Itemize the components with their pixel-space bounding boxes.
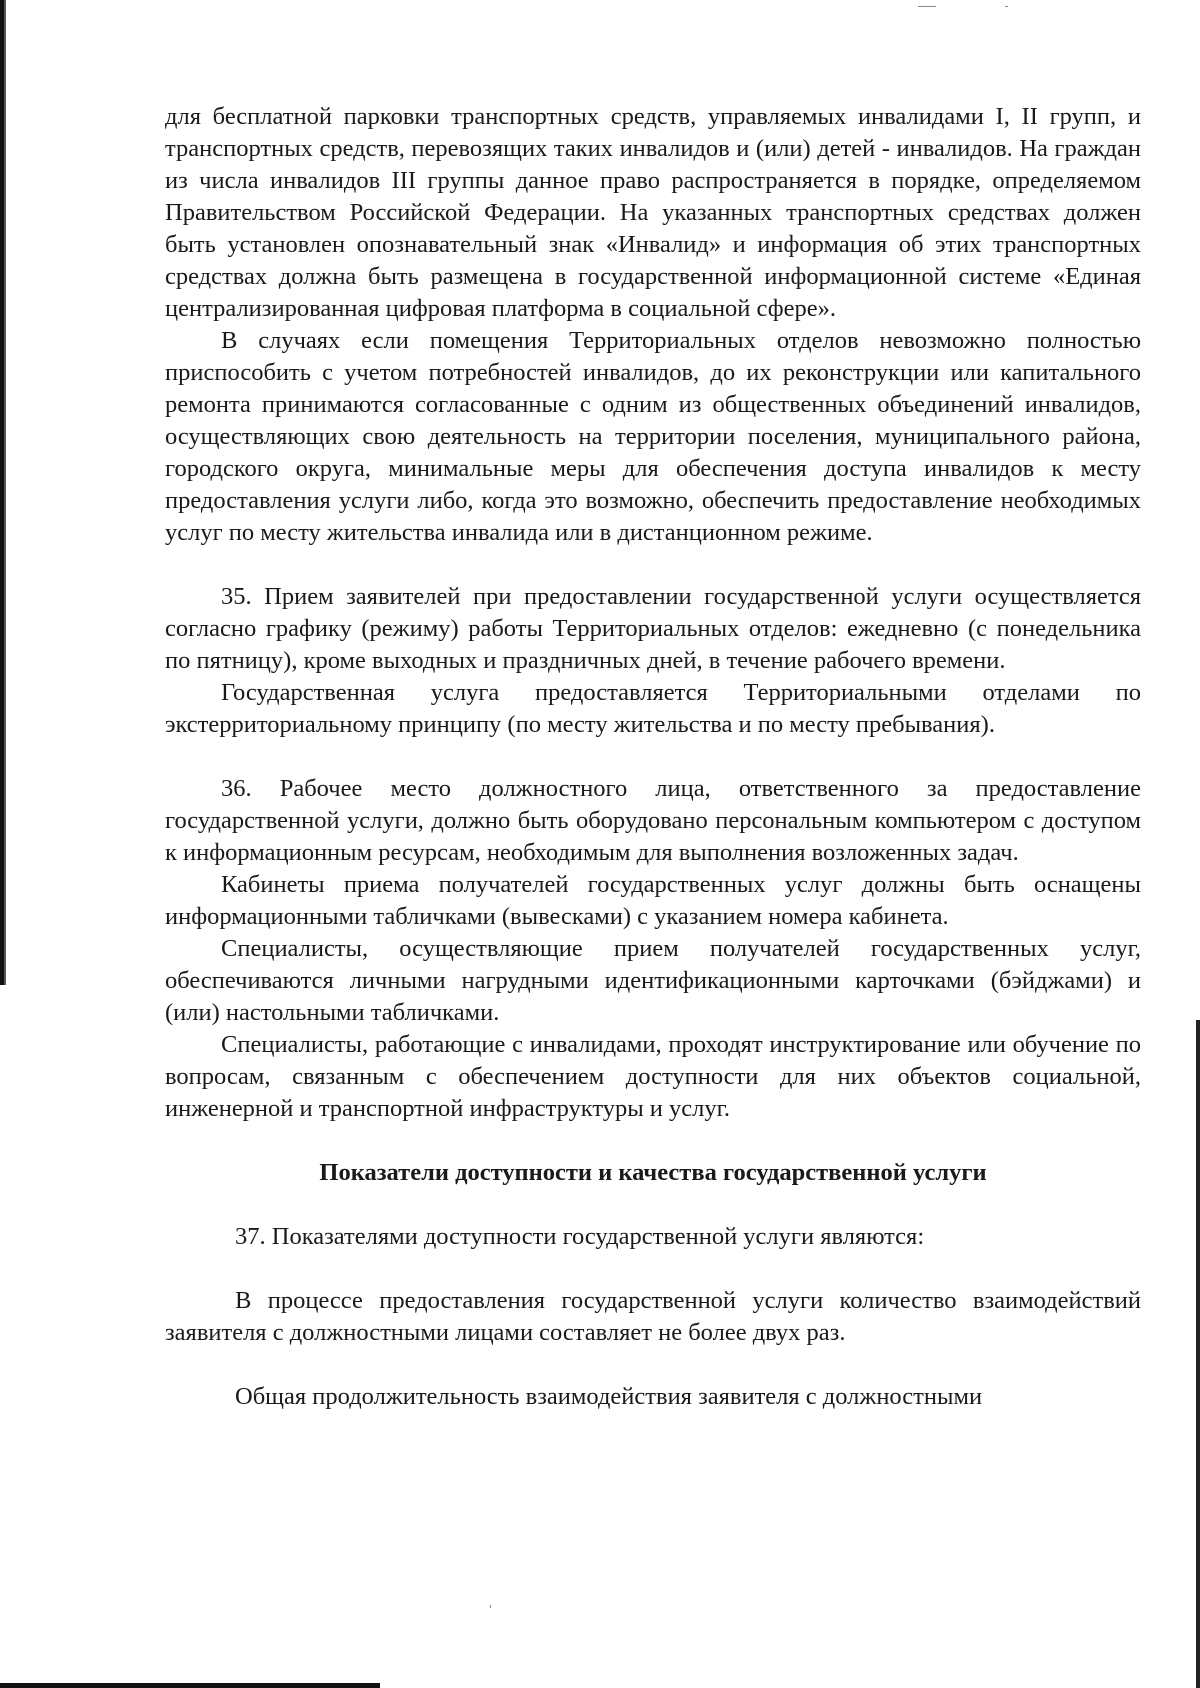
section-heading: Показатели доступности и качества государственной услуги [319, 1159, 987, 1186]
paragraph-training: Специалисты, работающие с инвалидами, проходят инструктирование или обучение по вопросам, связанным с обеспечением доступности для них объектов социальной, инженерной и транспортной инфраструктуры и услуг. [165, 1031, 1141, 1122]
scan-speck [490, 1605, 491, 1608]
paragraph-gap [165, 1189, 1141, 1221]
paragraph-gap [165, 1125, 1141, 1157]
scan-speck [1005, 6, 1008, 7]
paragraph-gap [165, 549, 1141, 581]
paragraph-parking: для бесплатной парковки транспортных средств, управляемых инвалидами I, II групп, и транспортных средств, перевозящих таких инвалидов и (или) детей - инвалидов. На граждан из числа инвалидов III группы данное право распространяется в порядке, определяемом Правительством Российской Федерации. На указанных транспортных средствах должен быть установлен опознавательный знак «Инвалид» и информация об этих транспортных средствах должна быть размещена в государственной информационной системе «Единая централизированная цифровая платформа в социальной сфере». [165, 103, 1141, 322]
paragraph-cabinets: Кабинеты приема получателей государственных услуг должны быть оснащены информационными табличками (вывесками) с указанием номера кабинета. [165, 871, 1141, 930]
scan-edge-right [1196, 1020, 1200, 1688]
scan-edge-bottom [0, 1683, 380, 1688]
document-body [165, 101, 1141, 1413]
paragraph-interactions: В процессе предоставления государственной услуги количество взаимодействий заявителя с должностными лицами составляет не более двух раз. [165, 1287, 1141, 1346]
paragraph-premises-adaptation: В случаях если помещения Территориальных отделов невозможно полностью приспособить с учетом потребностей инвалидов, до их реконструкции или капитального ремонта принимаются согласованные с одним из общественных объединений инвалидов, осуществляющих свою деятельность на территории поселения, муниципального района, городского округа, минимальные меры для обеспечения доступа инвалидов к месту предоставления услуги либо, когда это возможно, обеспечить предоставление необходимых услуг по месту жительства инвалида или в дистанционном режиме. [165, 327, 1141, 546]
scan-edge-left-shadow [4, 0, 6, 985]
paragraph-item-37: 37. Показателями доступности государственной услуги являются: [235, 1223, 925, 1250]
paragraph-item-35: 35. Прием заявителей при предоставлении государственной услуги осуществляется согласно графику (режиму) работы Территориальных отделов: ежедневно (с понедельника по пятницу), кроме выходных и праздничных дней, в течение рабочего времени. [165, 583, 1141, 674]
scan-speck [918, 6, 936, 7]
paragraph-badges: Специалисты, осуществляющие прием получателей государственных услуг, обеспечиваются личными нагрудными идентификационными карточками (бэйджами) и (или) настольными табличками. [165, 935, 1141, 1026]
paragraph-duration: Общая продолжительность взаимодействия заявителя с должностными [235, 1383, 983, 1410]
paragraph-extraterritorial: Государственная услуга предоставляется Территориальными отделами по экстерриториальному принципу (по месту жительства и по месту пребывания). [165, 679, 1141, 738]
paragraph-gap [165, 741, 1141, 773]
paragraph-gap [165, 1253, 1141, 1285]
paragraph-gap [165, 1349, 1141, 1381]
paragraph-item-36: 36. Рабочее место должностного лица, ответственного за предоставление государственной услуги, должно быть оборудовано персональным компьютером с доступом к информационным ресурсам, необходимым для выполнения возложенных задач. [165, 775, 1141, 866]
